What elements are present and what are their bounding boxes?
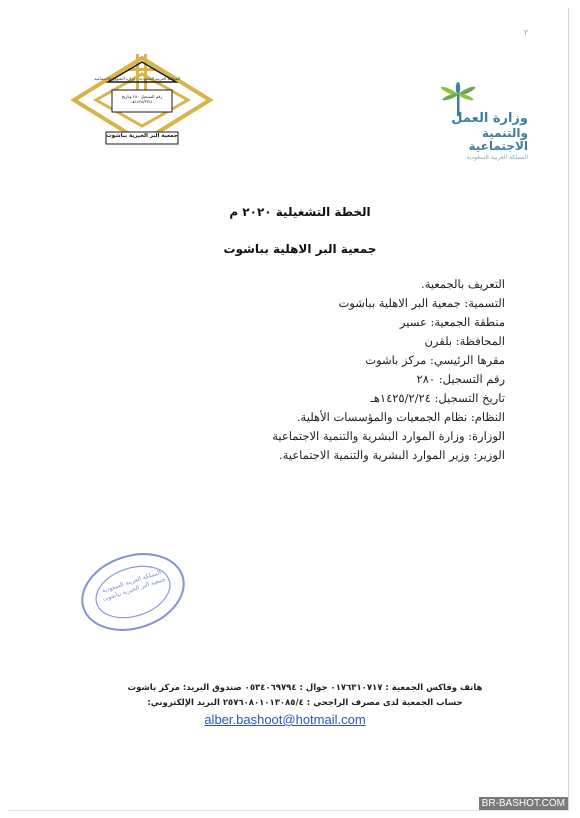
email-link[interactable]: alber.bashoot@hotmail.com (204, 712, 366, 727)
contact-line-phone: هاتف وفاكس الجمعية : ٠١٧٦٣١٠٧١٧ جوال : ٠٥٣٤٠٦٩٧٩٤ صندوق البريد: مركز باشوت (127, 683, 483, 693)
info-line-minister: الوزير: وزير الموارد البشرية والتنمية الاجتماعية. (279, 448, 505, 462)
info-line-system: النظام: نظام الجمعيات والمؤسسات الأهلية. (296, 410, 505, 424)
info-line-headquarters: مقرها الرئيسي: مركز باشوت (365, 353, 505, 367)
ministry-name-line1: وزارة العمل (451, 111, 528, 126)
plan-title: الخطة التشغيلية ٢٠٢٠ م (229, 205, 371, 219)
stamp-text: المملكة العربية السعودية جمعية البر الخيرية بباشوت (101, 568, 167, 603)
ministry-logo (430, 82, 530, 162)
info-line-governorate: المحافظة: بلقرن (424, 334, 505, 348)
association-logo-top-text: المملكة العربية السعودية - وزارة الشؤون الاجتماعية (94, 76, 180, 81)
association-logo-name: جمعية البر الخيرية بباشوت (106, 133, 178, 139)
association-info (145, 275, 505, 465)
ministry-name-line2: والتنمية الاجتماعية (468, 125, 528, 153)
association-logo-reg: رقم التسجيل ٢٨٠ وتاريخ ١٤٢٥/٢/٢٤هـ (121, 94, 163, 104)
site-watermark: BR-BASHOT.COM (479, 797, 568, 810)
info-line-name: التسمية: جمعية البر الاهلية بباشوت (338, 296, 505, 310)
association-logo (68, 52, 216, 152)
ministry-country: المملكة العربية السعودية (466, 154, 528, 162)
info-line-region: منطقة الجمعية: عسير (399, 315, 505, 329)
association-title: جمعية البر الاهلية بباشوت (223, 242, 377, 256)
page-number: ٢ (524, 28, 529, 37)
info-line-reg-number: رقم التسجيل: ٢٨٠ (416, 372, 505, 386)
contact-line-bank: حساب الجمعية لدى مصرف الراجحي : ٢٥٧٦٠٨٠١٠١٣٠٨٥/٤ البريد الإلكتروني: (147, 698, 463, 708)
info-line-reg-date: تاريخ التسجيل: ١٤٢٥/٢/٢٤هـ (370, 391, 505, 405)
info-line-ministry: الوزارة: وزارة الموارد البشرية والتنمية الاجتماعية (272, 429, 505, 443)
association-stamp (78, 552, 188, 632)
info-line-intro: التعريف بالجمعية. (421, 277, 505, 291)
